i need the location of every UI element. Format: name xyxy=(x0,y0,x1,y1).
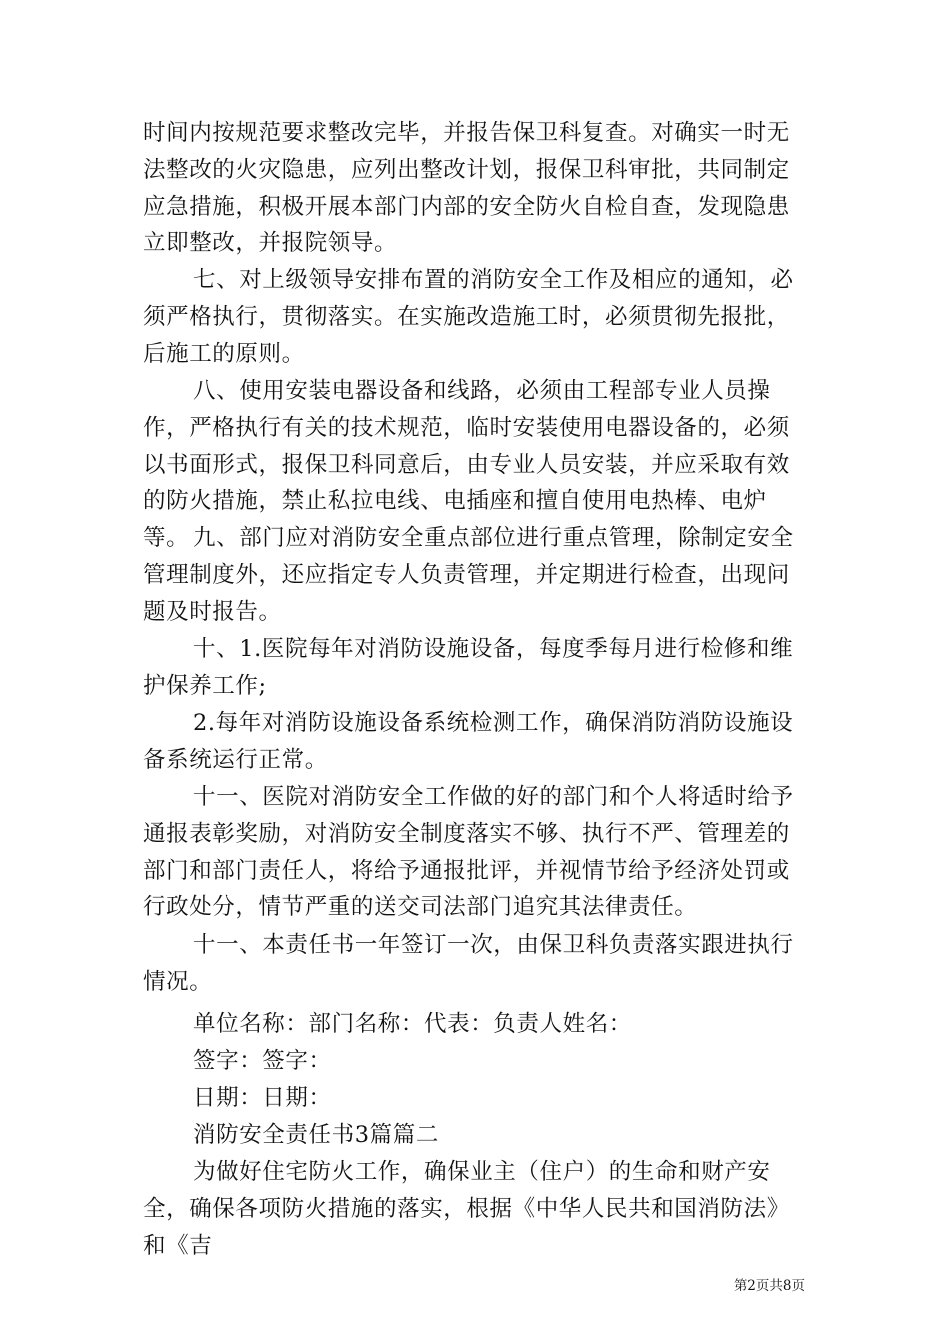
section-title: 消防安全责任书3篇篇二 xyxy=(193,1122,439,1148)
signature-line-unit: 单位名称：部门名称：代表：负责人姓名： xyxy=(193,1011,632,1037)
paragraph-ten-1: 十、1.医院每年对消防设施设备，每度季每月进行检修和维护保养工作; xyxy=(143,636,794,699)
paragraph-intro: 为做好住宅防火工作，确保业主（住户）的生命和财产安全，确保各项防火措施的落实，根据《中华人民共和国消防法》和《吉 xyxy=(143,1159,790,1259)
last-paragraph-block xyxy=(143,1154,808,1264)
signature-line-sign: 签字：签字： xyxy=(193,1048,332,1074)
signature-line-date: 日期：日期： xyxy=(193,1085,332,1111)
body-text xyxy=(143,115,808,1001)
paragraph-ten-2: 2.每年对消防设施设备系统检测工作，确保消防消防设施设备系统运行正常。 xyxy=(143,710,794,773)
paragraph-eight: 八、使用安装电器设备和线路，必须由工程部专业人员操作，严格执行有关的技术规范，临时安装使用电器设备的，必须以书面形式，报保卫科同意后，由专业人员安装，并应采取有效的防火措施，禁止私拉电线、电插座和擅自使用电热棒、电炉等。 xyxy=(143,378,790,552)
paragraph-eleven-b: 十一、本责任书一年签订一次，由保卫科负责落实跟进执行情况。 xyxy=(143,932,794,995)
page-footer: 第2页共8页 xyxy=(733,1278,805,1294)
paragraph-eleven: 十一、医院对消防安全工作做的好的部门和个人将适时给予通报表彰奖励，对消防安全制度落实不够、执行不严、管理差的部门和部门责任人，将给予通报批评，并视情节给予经济处罚或行政处分，情节严重的送交司法部门追究其法律责任。 xyxy=(143,784,794,921)
paragraph-nine: 九、部门应对消防安全重点部位进行重点管理，除制定安全管理制度外，还应指定专人负责管理，并定期进行检查，出现问题及时报告。 xyxy=(143,525,794,625)
paragraph-seven: 七、对上级领导安排布置的消防安全工作及相应的通知，必须严格执行，贯彻落实。在实施改造施工时，必须贯彻先报批，后施工的原则。 xyxy=(143,267,794,367)
paragraph-continued: 时间内按规范要求整改完毕，并报告保卫科复查。对确实一时无法整改的火灾隐患，应列出整改计划，报保卫科审批，共同制定应急措施，积极开展本部门内部的安全防火自检自查，发现隐患立即整改，并报院领导。 xyxy=(143,120,790,257)
